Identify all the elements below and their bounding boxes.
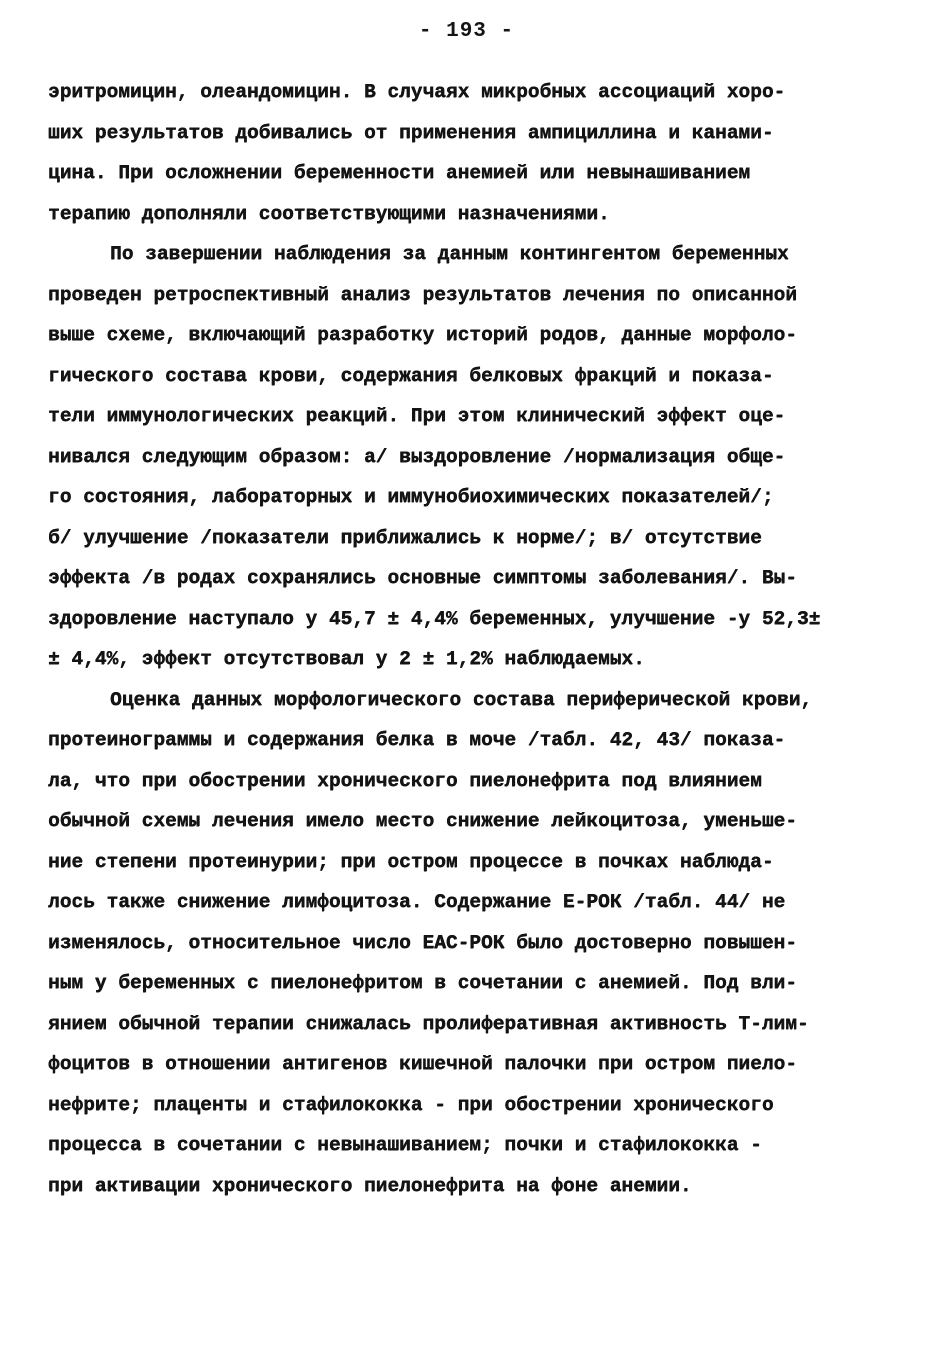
text-line: эритромицин, олеандомицин. В случаях микробных ассоциаций хоро- bbox=[48, 81, 786, 103]
text-line: здоровление наступало у 45,7 ± 4,4% беременных, улучшение -у 52,3± bbox=[48, 607, 821, 630]
text-line: выше схеме, включающий разработку историй родов, данные морфоло- bbox=[48, 324, 797, 346]
text-line: ным у беременных с пиелонефритом в сочетании с анемией. Под вли- bbox=[48, 972, 797, 994]
text-line: ла, что при обострении хронического пиелонефрита под влиянием bbox=[48, 769, 762, 792]
text-line: тели иммунологических реакций. При этом клинический эффект оце- bbox=[48, 405, 786, 427]
text-line: цина. При осложнении беременности анемией или невынашиванием bbox=[48, 162, 751, 184]
text-line: проведен ретроспективный анализ результатов лечения по описанной bbox=[48, 283, 797, 306]
body-text bbox=[48, 72, 900, 1206]
text-line: протеинограммы и содержания белка в моче /табл. 42, 43/ показа- bbox=[48, 729, 786, 751]
text-line: гического состава крови, содержания белковых фракций и показа- bbox=[48, 364, 774, 387]
text-line: го состояния, лабораторных и иммунобиохимических показателей/; bbox=[48, 486, 774, 508]
text-line: изменялось, относительное число ЕАС-РОК было достоверно повышен- bbox=[48, 931, 797, 954]
text-line: обычной схемы лечения имело место снижение лейкоцитоза, уменьше- bbox=[48, 810, 797, 832]
text-line: нефрите; плаценты и стафилококка - при обострении хронического bbox=[48, 1093, 774, 1116]
paragraph-2 bbox=[48, 234, 900, 680]
text-line: при активации хронического пиелонефрита на фоне анемии. bbox=[48, 1174, 692, 1197]
text-line: эффекта /в родах сохранялись основные симптомы заболевания/. Вы- bbox=[48, 567, 797, 589]
text-line: ние степени протеинурии; при остром процессе в почках наблюда- bbox=[48, 850, 774, 873]
text-line: нивался следующим образом: а/ выздоровление /нормализация обще- bbox=[48, 445, 786, 468]
text-line: фоцитов в отношении антигенов кишечной палочки при остром пиело- bbox=[48, 1053, 797, 1075]
text-line: ± 4,4%, эффект отсутствовал у 2 ± 1,2% наблюдаемых. bbox=[48, 648, 645, 670]
text-line: лось также снижение лимфоцитоза. Содержание Е-РОК /табл. 44/ не bbox=[48, 891, 786, 913]
text-line: Оценка данных морфологического состава периферической крови, bbox=[110, 688, 813, 711]
text-line: янием обычной терапии снижалась пролиферативная активность Т-лим- bbox=[48, 1012, 809, 1035]
text-line: процесса в сочетании с невынашиванием; почки и стафилококка - bbox=[48, 1134, 762, 1156]
paragraph-3 bbox=[48, 680, 900, 1207]
text-line: б/ улучшение /показатели приближались к норме/; в/ отсутствие bbox=[48, 526, 762, 549]
text-line: терапию дополняли соответствующими назначениями. bbox=[48, 202, 610, 225]
text-line: ших результатов добивались от применения ампициллина и канами- bbox=[48, 121, 774, 144]
paragraph-1 bbox=[48, 72, 900, 234]
page-number: - 193 - bbox=[418, 20, 515, 43]
text-line: По завершении наблюдения за данным контингентом беременных bbox=[110, 243, 789, 265]
